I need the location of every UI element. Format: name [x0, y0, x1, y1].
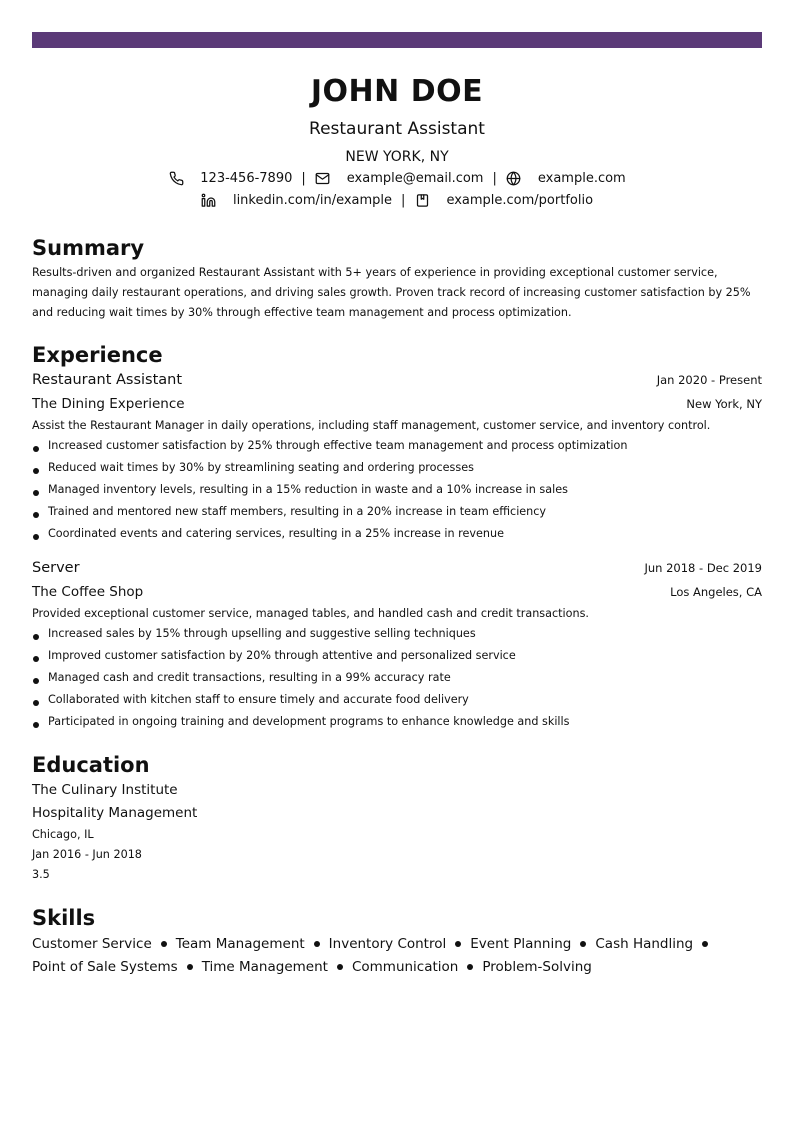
bullet-icon [314, 941, 320, 947]
website-link[interactable]: example.com [537, 171, 626, 186]
education-school: The Culinary Institute [32, 782, 178, 798]
bullet-icon [33, 656, 39, 662]
bullet-icon [33, 634, 39, 640]
bullet-icon [33, 678, 39, 684]
candidate-location: NEW YORK, NY [345, 149, 449, 165]
job-company: The Dining Experience [32, 396, 185, 412]
phone-icon [168, 171, 184, 187]
bullet-icon [337, 964, 343, 970]
bullet-text: Trained and mentored new staff members, resulting in a 20% increase in team efficiency [48, 505, 547, 518]
job-description: Assist the Restaurant Manager in daily operations, including staff management, customer service, and inventory control. [32, 419, 711, 432]
contact-separator: | [492, 171, 497, 186]
skills-section [32, 905, 762, 979]
email-link[interactable]: example@email.com [346, 171, 484, 186]
bullet-text: Increased customer satisfaction by 25% through effective team management and process optimization [48, 439, 628, 452]
list-item [32, 668, 762, 688]
education-location: Chicago, IL [32, 828, 94, 841]
bullet-icon [33, 700, 39, 706]
job-location: New York, NY [686, 397, 762, 411]
bullet-icon [455, 941, 461, 947]
globe-icon [506, 171, 522, 187]
phone-number: 123-456-7890 [200, 171, 293, 186]
bullet-icon [33, 534, 39, 540]
skills-row [32, 933, 762, 956]
job-header-row [32, 370, 762, 390]
candidate-name: JOHN DOE [310, 74, 484, 109]
education-section [32, 752, 762, 885]
skills-list [32, 933, 762, 979]
skill-item: Time Management [201, 959, 328, 975]
bullet-text: Increased sales by 15% through upselling and suggestive selling techniques [48, 627, 476, 640]
list-item [32, 646, 762, 666]
bullet-text: Coordinated events and catering services, resulting in a 25% increase in revenue [48, 527, 504, 540]
bullet-icon [467, 964, 473, 970]
resume-header [32, 74, 762, 210]
summary-heading: Summary [32, 236, 145, 260]
job-dates: Jun 2018 - Dec 2019 [644, 561, 762, 575]
accent-bar [32, 32, 762, 48]
job-entry [32, 370, 762, 544]
candidate-title: Restaurant Assistant [309, 119, 485, 139]
job-company-row [32, 390, 762, 414]
experience-section [32, 342, 762, 732]
list-item [32, 624, 762, 644]
linkedin-link[interactable]: linkedin.com/in/example [232, 193, 393, 208]
job-header-row [32, 558, 762, 578]
bullet-icon [161, 941, 167, 947]
bullet-icon [33, 468, 39, 474]
summary-section [32, 235, 762, 323]
skill-item: Problem-Solving [482, 959, 592, 975]
job-role: Server [32, 560, 80, 576]
contact-line-primary [32, 169, 762, 188]
bullet-text: Participated in ongoing training and development programs to enhance knowledge and skills [48, 715, 570, 728]
bullet-icon [580, 941, 586, 947]
skill-item: Inventory Control [328, 936, 447, 952]
bullet-icon [33, 512, 39, 518]
list-item [32, 436, 762, 456]
contact-separator: | [401, 193, 406, 208]
education-gpa: 3.5 [32, 868, 50, 881]
skills-row [32, 956, 762, 979]
job-company-row [32, 578, 762, 602]
job-description: Provided exceptional customer service, managed tables, and handled cash and credit transactions. [32, 607, 589, 620]
bullet-icon [702, 941, 708, 947]
skill-item: Team Management [175, 936, 305, 952]
mail-icon [315, 171, 331, 187]
bullet-text: Managed inventory levels, resulting in a 15% reduction in waste and a 10% increase in sales [48, 483, 568, 496]
list-item [32, 690, 762, 710]
experience-heading: Experience [32, 343, 163, 367]
bullet-text: Reduced wait times by 30% by streamlining seating and ordering processes [48, 461, 474, 474]
skill-item: Customer Service [32, 936, 152, 952]
bullet-text: Improved customer satisfaction by 20% through attentive and personalized service [48, 649, 516, 662]
linkedin-icon [201, 193, 217, 209]
job-company: The Coffee Shop [32, 584, 144, 600]
job-dates: Jan 2020 - Present [656, 373, 762, 387]
list-item [32, 458, 762, 478]
job-location: Los Angeles, CA [670, 585, 762, 599]
list-item [32, 712, 762, 732]
bullet-icon [33, 490, 39, 496]
portfolio-icon [414, 193, 430, 209]
portfolio-link[interactable]: example.com/portfolio [446, 193, 594, 208]
job-bullets [32, 436, 762, 544]
list-item [32, 502, 762, 522]
skill-item: Point of Sale Systems [32, 959, 178, 975]
contact-separator: | [301, 171, 306, 186]
bullet-icon [33, 446, 39, 452]
bullet-text: Managed cash and credit transactions, resulting in a 99% accuracy rate [48, 671, 451, 684]
skill-item: Communication [351, 959, 459, 975]
job-bullets [32, 624, 762, 732]
education-degree: Hospitality Management [32, 805, 198, 821]
contact-line-secondary [32, 191, 762, 210]
job-entry [32, 558, 762, 732]
skills-heading: Skills [32, 906, 96, 930]
resume-page [32, 32, 762, 979]
skill-item: Cash Handling [595, 936, 694, 952]
list-item [32, 480, 762, 500]
bullet-icon [33, 722, 39, 728]
skill-item: Event Planning [470, 936, 572, 952]
bullet-text: Collaborated with kitchen staff to ensure timely and accurate food delivery [48, 693, 469, 706]
list-item [32, 524, 762, 544]
summary-text: Results-driven and organized Restaurant Assistant with 5+ years of experience in providing exceptional customer service, managing daily restaurant operations, and driving sales growth. Proven track record of increasing customer satisfaction by 25% and reducing wait times by 30% through effective team management and process optimization. [32, 266, 751, 319]
education-dates: Jan 2016 - Jun 2018 [32, 848, 142, 861]
education-heading: Education [32, 753, 150, 777]
job-role: Restaurant Assistant [32, 372, 183, 388]
bullet-icon [187, 964, 193, 970]
